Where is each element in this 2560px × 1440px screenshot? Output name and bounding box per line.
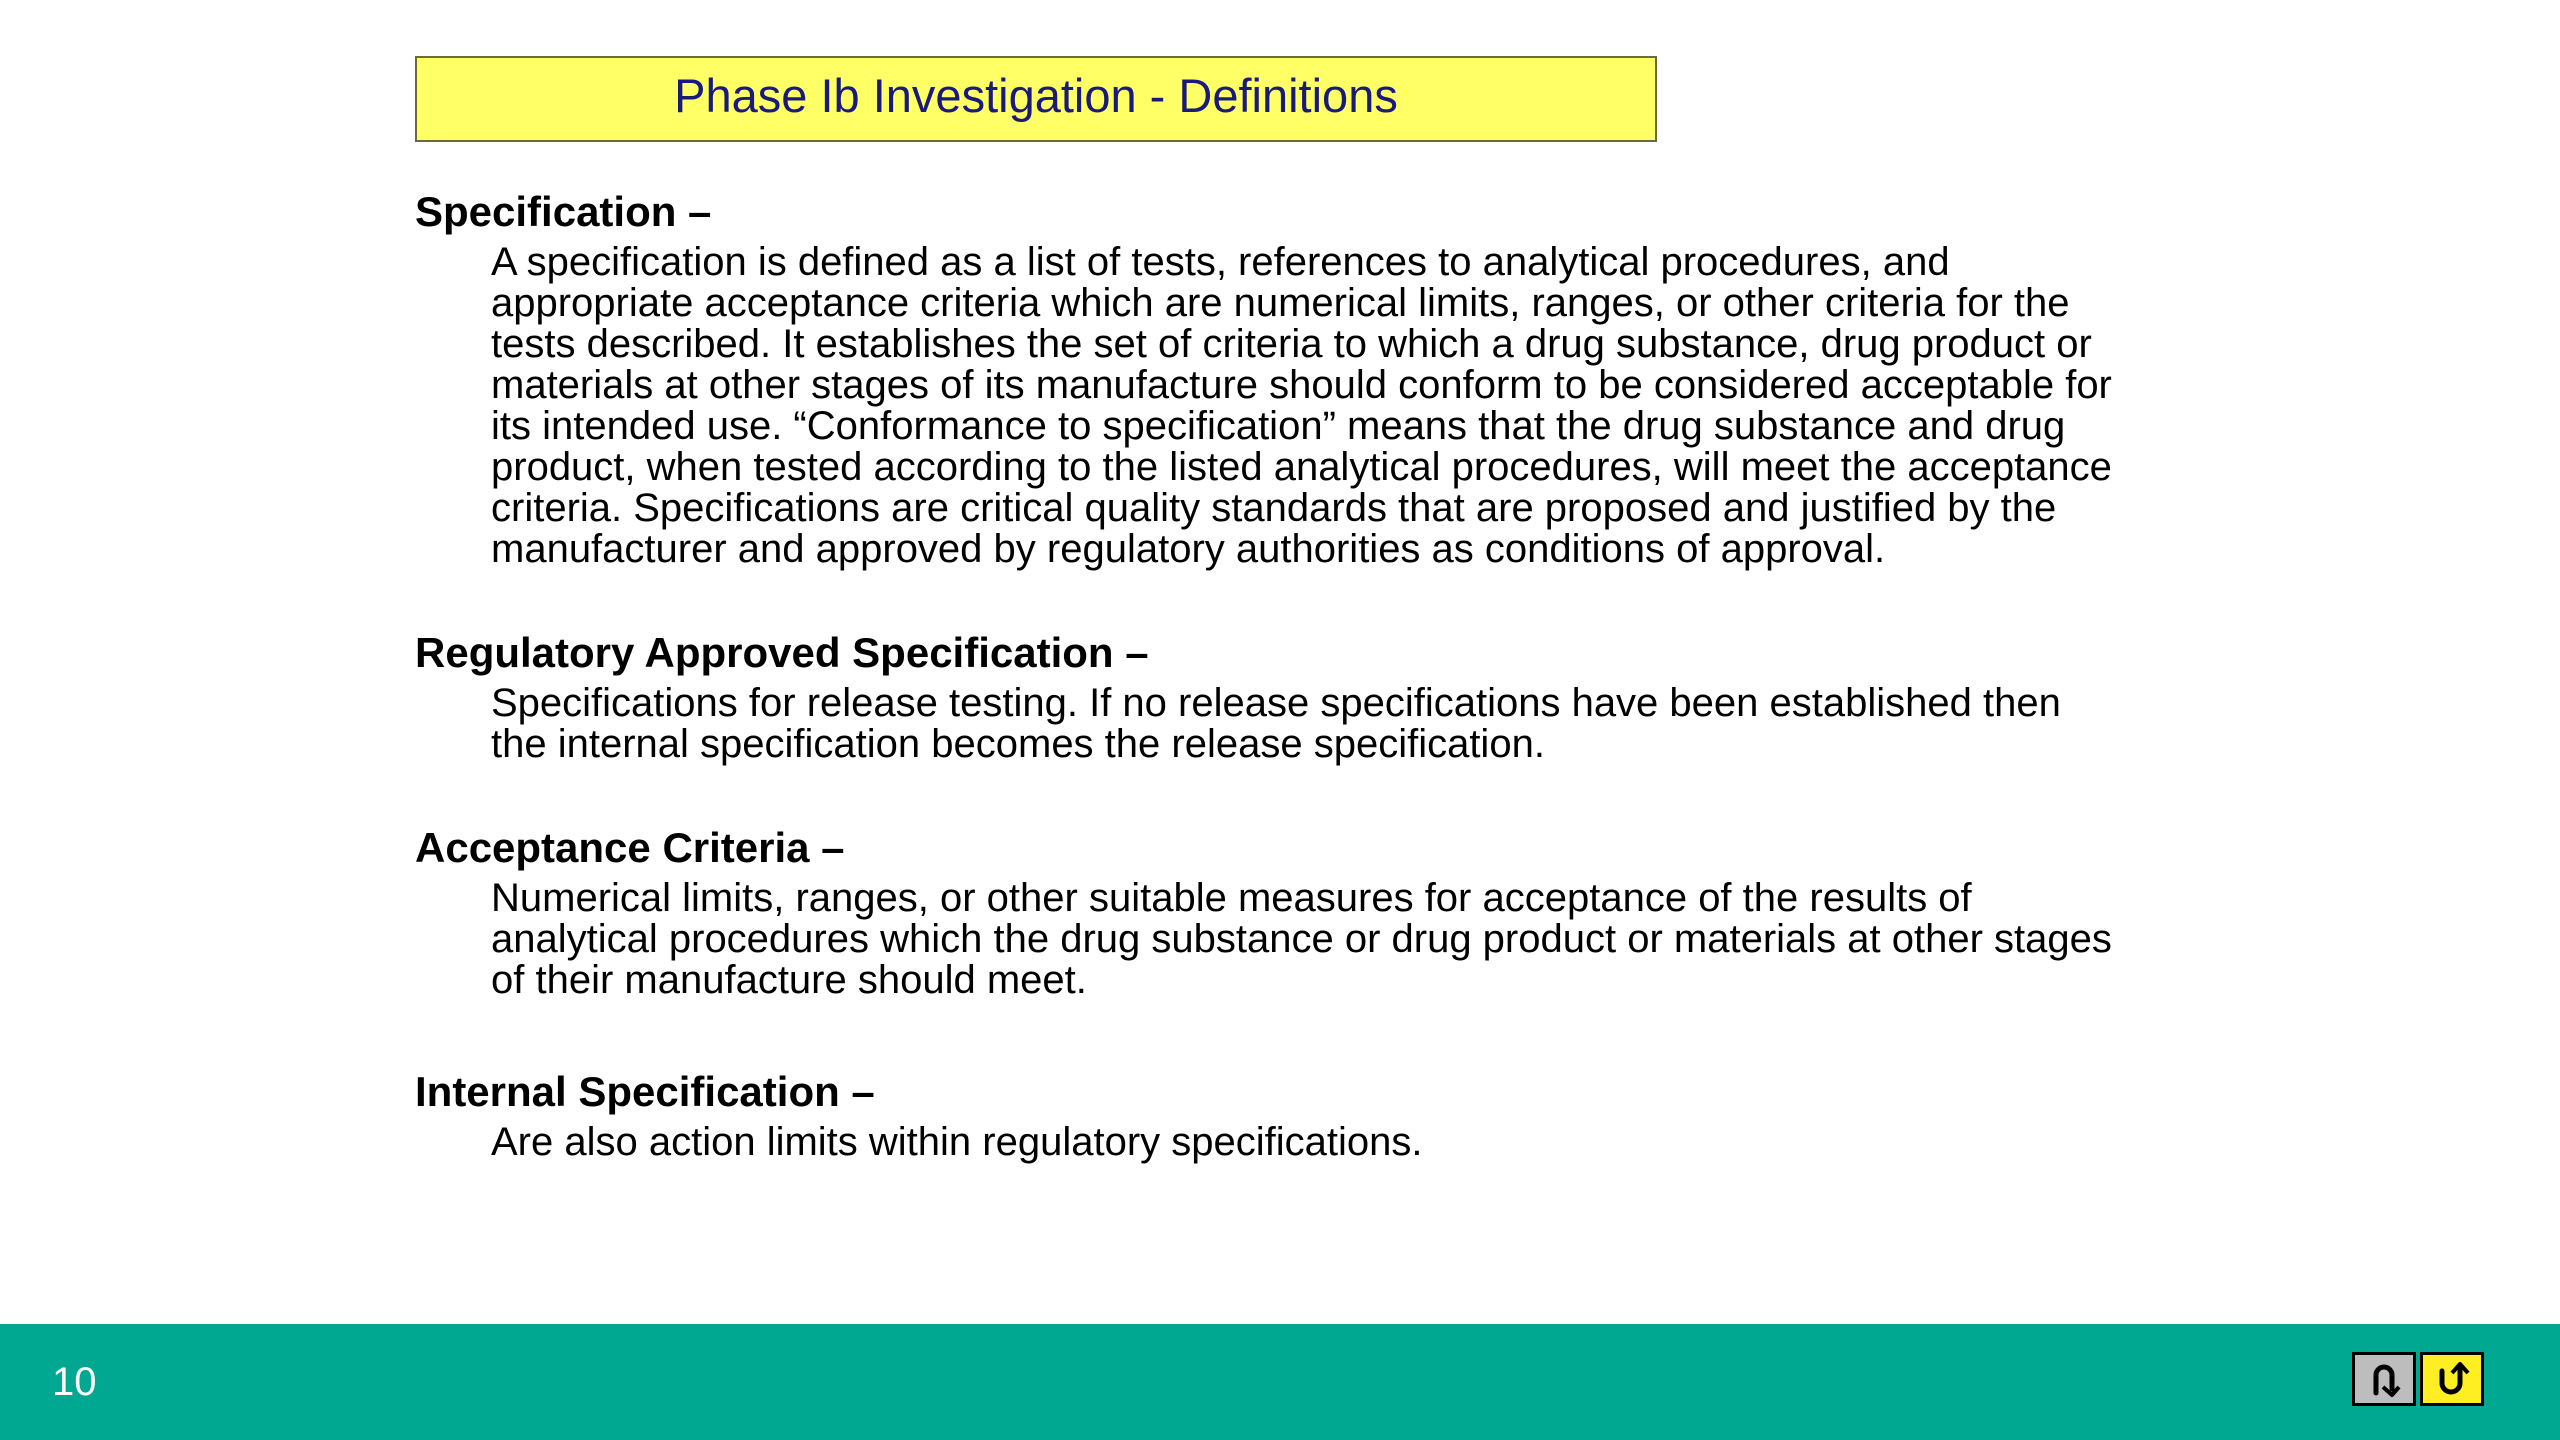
- definition-term: Internal Specification –: [415, 1068, 875, 1115]
- definition-text: Are also action limits within regulatory specifications.: [491, 1120, 1423, 1164]
- definition-text: A specification is defined as a list of tests, references to analytical procedures, and appropriate acceptance criteria which are numerical limits, ranges, or other criteria for the tests described. It establishes the set of criteria to which a drug substance, drug product or materials at other stages of its manufacture should conform to be considered acceptable for its intended use. “Conformance to specification” means that the drug substance and drug product, when tested according to the listed analytical procedures, will meet the acceptance criteria. Specifications are critical quality standards that are proposed and justified by the manufacturer and approved by regulatory authorities as conditions of approval.: [491, 240, 2112, 571]
- definition-item-acceptance-criteria: [415, 822, 2115, 1001]
- return-button[interactable]: [2420, 1352, 2484, 1406]
- definition-item-internal-specification: [415, 1066, 2115, 1163]
- definition-text: Specifications for release testing. If no release specifications have been established then the internal specification becomes the release specification.: [491, 681, 2061, 766]
- definition-item-specification: [415, 186, 2115, 570]
- page-title: Phase Ib Investigation - Definitions: [674, 69, 1398, 122]
- title-box: [415, 56, 1657, 142]
- back-button[interactable]: [2352, 1352, 2416, 1406]
- return-arrow-icon: [2432, 1359, 2472, 1399]
- definition-term: Specification –: [415, 188, 712, 235]
- definition-text: Numerical limits, ranges, or other suitable measures for acceptance of the results of analytical procedures which the drug substance or drug product or materials at other stages of their manufacture should meet.: [491, 876, 2112, 1002]
- back-arrow-icon: [2364, 1359, 2404, 1399]
- footer-bar: [0, 1324, 2560, 1440]
- definition-term: Regulatory Approved Specification –: [415, 629, 1149, 676]
- definitions-list: [415, 186, 2115, 1163]
- page-number: 10: [52, 1360, 97, 1404]
- definition-item-regulatory-approved-specification: [415, 627, 2115, 765]
- definition-term: Acceptance Criteria –: [415, 824, 845, 871]
